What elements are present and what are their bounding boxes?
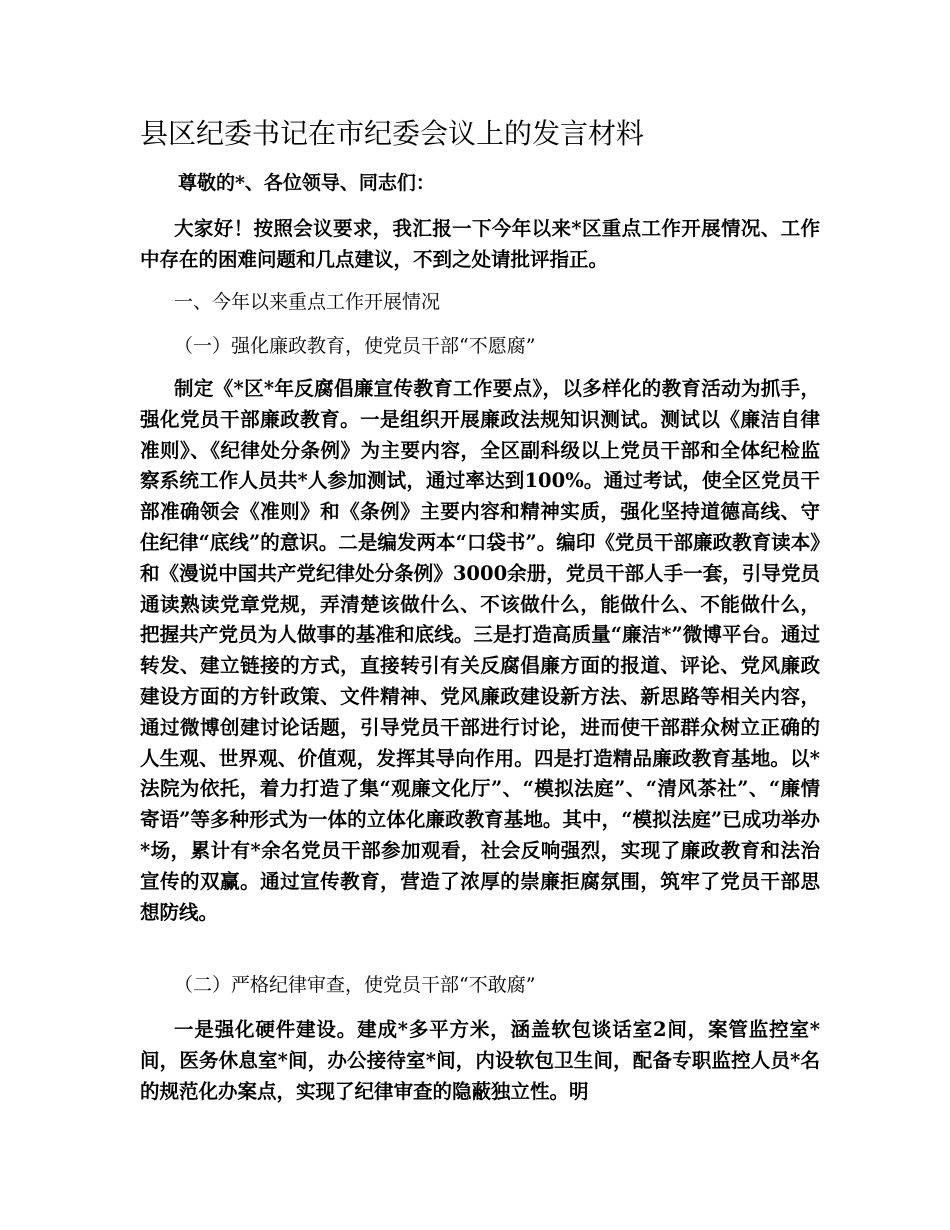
salutation: 尊敬的*、各位领导、同志们：	[178, 172, 435, 194]
subsection-heading-2: （二）严格纪律审查，使党员干部“不敢腐”	[174, 974, 536, 996]
subsection-heading-1: （一）强化廉政教育，使党员干部“不愿腐”	[174, 335, 536, 357]
subsection-paragraph-2: 一是强化硬件建设。建成*多平方米，涵盖软包谈话室2间，案管监控室*间，医务休息室*间，办公接待室*间，内设软包卫生间，配备专职监控人员*名的规范化办案点，实现了纪律审查的隐蔽独立性。明	[140, 1018, 820, 1103]
intro-paragraph: 大家好！按照会议要求，我汇报一下今年以来*区重点工作开展情况、工作中存在的困难问题和几点建议，不到之处请批评指正。	[140, 217, 820, 271]
document-title: 县区纪委书记在市纪委会议上的发言材料	[140, 117, 645, 150]
subsection-paragraph-1: 制定《*区*年反腐倡廉宣传教育工作要点》，以多样化的教育活动为抓手，强化党员干部廉政教育。一是组织开展廉政法规知识测试。测试以《廉洁自律准则》、《纪律处分条例》为主要内容，全区副科级以上党员干部和全体纪检监察系统工作人员共*人参加测试，通过率达到100%。通过考试，使全区党员干部准确领会《准则》和《条例》主要内容和精神实质，强化坚持道德高线、守住纪律“底线”的意识。二是编发两本“口袋书”。编印《党员干部廉政教育读本》和《漫说中国共产党纪律处分条例》3000余册，党员干部人手一套，引导党员通读熟读党章党规，弄清楚该做什么、不该做什么，能做什么、不能做什么，把握共产党员为人做事的基准和底线。三是打造高质量“廉洁*”微博平台。通过转发、建立链接的方式，直接转引有关反腐倡廉方面的报道、评论、党风廉政建设方面的方针政策、文件精神、党风廉政建设新方法、新思路等相关内容，通过微博创建讨论话题，引导党员干部进行讨论，进而使干部群众树立正确的人生观、世界观、价值观，发挥其导向作用。四是打造精品廉政教育基地。以*法院为依托，着力打造了集“观廉文化厅”、“模拟法庭”、“清风茶社”、“廉情寄语”等多种形式为一体的立体化廉政教育基地。其中，“模拟法庭”已成功举办*场，累计有*余名党员干部参加观看，社会反响强烈，实现了廉政教育和法治宣传的双赢。通过宣传教育，营造了浓厚的崇廉拒腐氛围，筑牢了党员干部思想防线。	[140, 377, 820, 924]
section-heading-1: 一、今年以来重点工作开展情况	[174, 291, 441, 313]
